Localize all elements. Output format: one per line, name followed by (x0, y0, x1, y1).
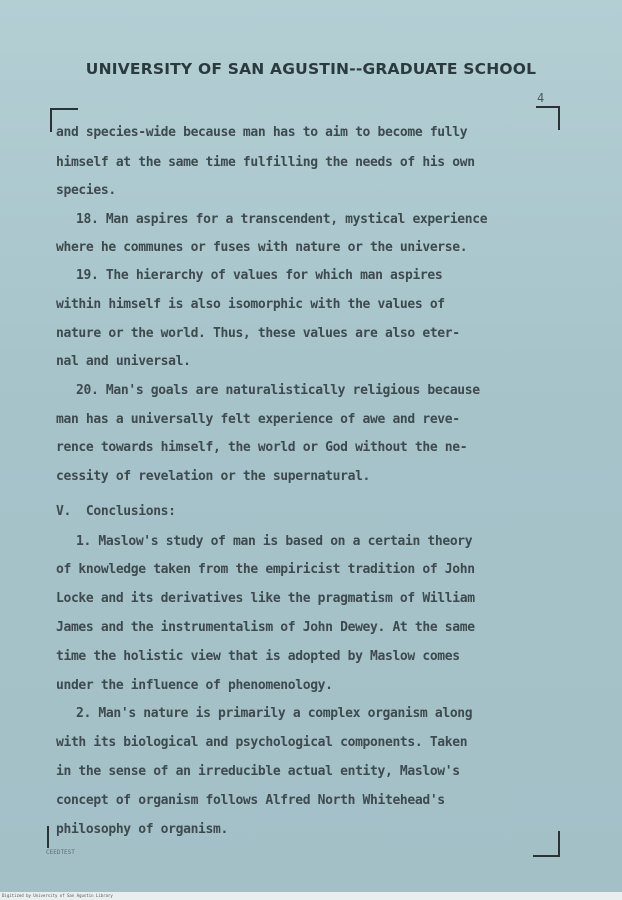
text-line: within himself is also isomorphic with the values of (56, 297, 445, 312)
text-line: rence towards himself, the world or God without the ne- (56, 440, 468, 455)
text-line: time the holistic view that is adopted by Maslow comes (56, 649, 460, 664)
text-line: 20. Man's goals are naturalistically religious because (76, 383, 480, 398)
text-line: Locke and its derivatives like the pragmatism of William (56, 591, 475, 606)
text-line: 1. Maslow's study of man is based on a certain theory (76, 534, 473, 549)
text-line: man has a universally felt experience of awe and reve- (56, 412, 460, 427)
text-line: James and the instrumentalism of John Dewey. At the same (56, 620, 475, 635)
text-line: cessity of revelation or the supernatural. (56, 469, 371, 484)
footer-text: Digitized by University of San Agustin Library (2, 893, 113, 898)
section-heading: V. Conclusions: (56, 504, 176, 519)
text-line: 19. The hierarchy of values for which man aspires (76, 268, 443, 283)
text-line: himself at the same time fulfilling the needs of his own (56, 155, 475, 170)
text-line: under the influence of phenomenology. (56, 678, 333, 693)
corner-mark-bottom-right (533, 831, 560, 857)
text-line: nature or the world. Thus, these values are also eter- (56, 326, 460, 341)
text-line: in the sense of an irreducible actual entity, Maslow's (56, 764, 460, 779)
page-header: UNIVERSITY OF SAN AGUSTIN--GRADUATE SCHOOL (85, 60, 537, 78)
text-line: nal and universal. (56, 354, 191, 369)
text-line: and species-wide because man has to aim to become fully (56, 125, 468, 140)
page-number: 4 (537, 91, 545, 105)
text-line: where he communes or fuses with nature or the universe. (56, 240, 468, 255)
text-line: concept of organism follows Alfred North Whitehead's (56, 793, 445, 808)
text-line: with its biological and psychological components. Taken (56, 735, 468, 750)
text-line: 18. Man aspires for a transcendent, mystical experience (76, 212, 488, 227)
text-line: species. (56, 183, 116, 198)
text-line: 2. Man's nature is primarily a complex organism along (76, 706, 473, 721)
bottom-stamp: CEEDTEST (46, 849, 75, 856)
corner-mark-top-right (536, 106, 560, 130)
text-line: philosophy of organism. (56, 822, 228, 837)
text-line: of knowledge taken from the empiricist tradition of John (56, 562, 475, 577)
